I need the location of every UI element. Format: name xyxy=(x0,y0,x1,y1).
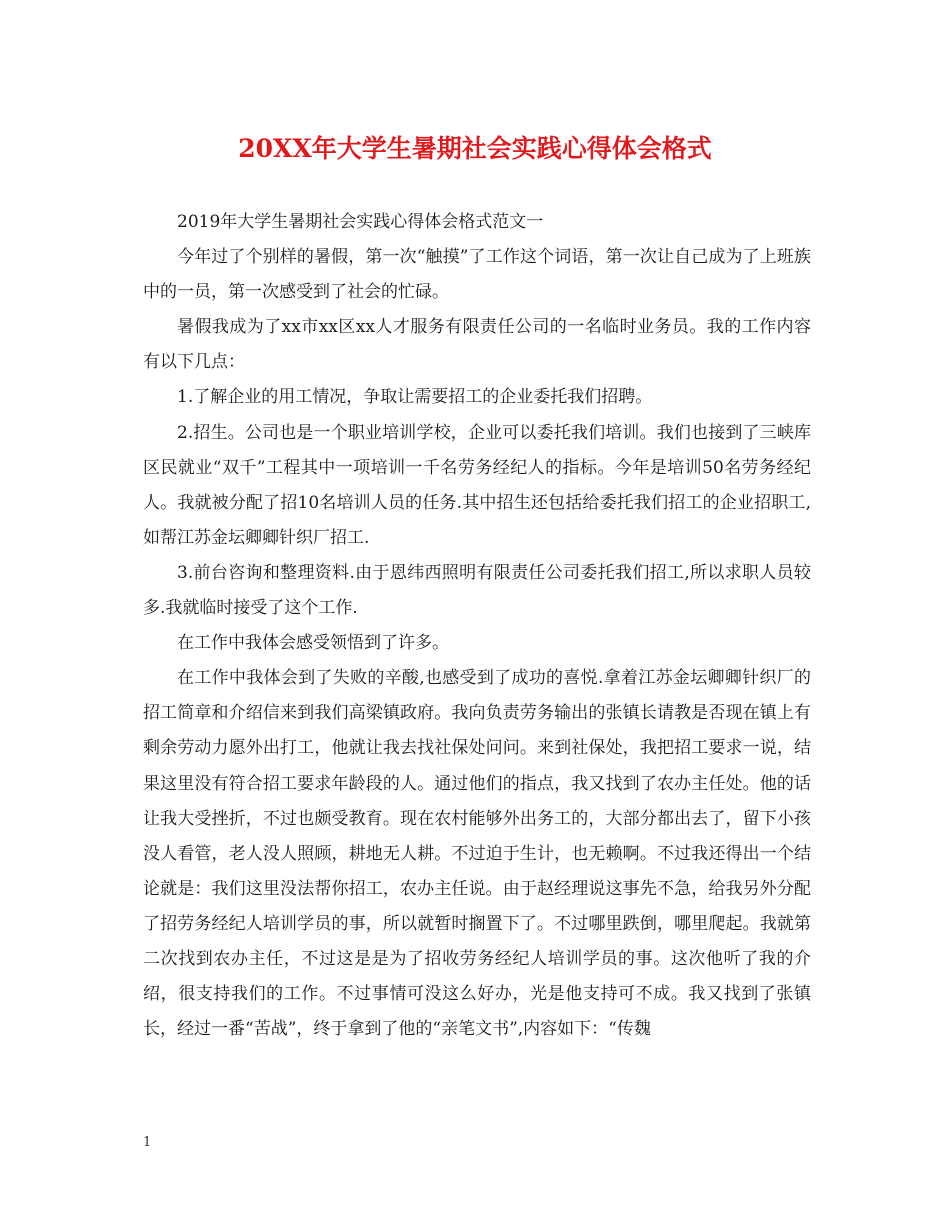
document-body xyxy=(143,205,811,1047)
list-item: 3.前台咨询和整理资料.由于恩纬西照明有限责任公司委托我们招工,所以求职人员较多.我就临时接受了这个工作. xyxy=(143,562,811,619)
paragraph: 在工作中我体会到了失败的辛酸,也感受到了成功的喜悦.拿着江苏金坛卿卿针织厂的招工简章和介绍信来到我们高梁镇政府。我向负责劳务输出的张镇长请教是否现在镇上有剩余劳动力愿外出打工，他就让我去找社保处问问。来到社保处，我把招工要求一说，结果这里没有符合招工要求年龄段的人。通过他们的指点，我又找到了农办主任处。他的话让我大受挫折，不过也颇受教育。现在农村能够外出务工的，大部分都出去了，留下小孩没人看管，老人没人照顾，耕地无人耕。不过迫于生计，也无赖啊。不过我还得出一个结论就是：我们这里没法帮你招工，农办主任说。由于赵经理说这事先不急，给我另外分配了招劳务经纪人培训学员的事，所以就暂时搁置下了。不过哪里跌倒，哪里爬起。我就第二次找到农办主任，不过这是是为了招收劳务经纪人培训学员的事。这次他听了我的介绍，很支持我们的工作。不过事情可没这么好办，光是他支持可不成。我又找到了张镇长，经过一番“苦战”，终于拿到了他的“亲笔文书”,内容如下：“传魏 xyxy=(143,668,811,1040)
list-item: 2.招生。公司也是一个职业培训学校，企业可以委托我们培训。我们也接到了三峡库区民就业“双千”工程其中一项培训一千名劳务经纪人的指标。今年是培训50名劳务经纪人。我就被分配了招10名培训人员的任务.其中招生还包括给委托我们招工的企业招职工,如帮江苏金坛卿卿针织厂招工. xyxy=(143,422,811,548)
paragraph: 暑假我成为了xx市xx区xx人才服务有限责任公司的一名临时业务员。我的工作内容有以下几点： xyxy=(143,317,811,373)
list-item: 1.了解企业的用工情况，争取让需要招工的企业委托我们招聘。 xyxy=(177,387,653,408)
page-number: 1 xyxy=(143,1135,152,1150)
page-title: 20XX年大学生暑期社会实践心得体会格式 xyxy=(238,134,712,163)
paragraph: 今年过了个别样的暑假，第一次“触摸”了工作这个词语，第一次让自己成为了上班族中的一员，第一次感受到了社会的忙碌。 xyxy=(143,247,811,303)
paragraph-subtitle: 2019年大学生暑期社会实践心得体会格式范文一 xyxy=(177,212,544,232)
paragraph: 在工作中我体会感受领悟到了许多。 xyxy=(177,633,449,654)
